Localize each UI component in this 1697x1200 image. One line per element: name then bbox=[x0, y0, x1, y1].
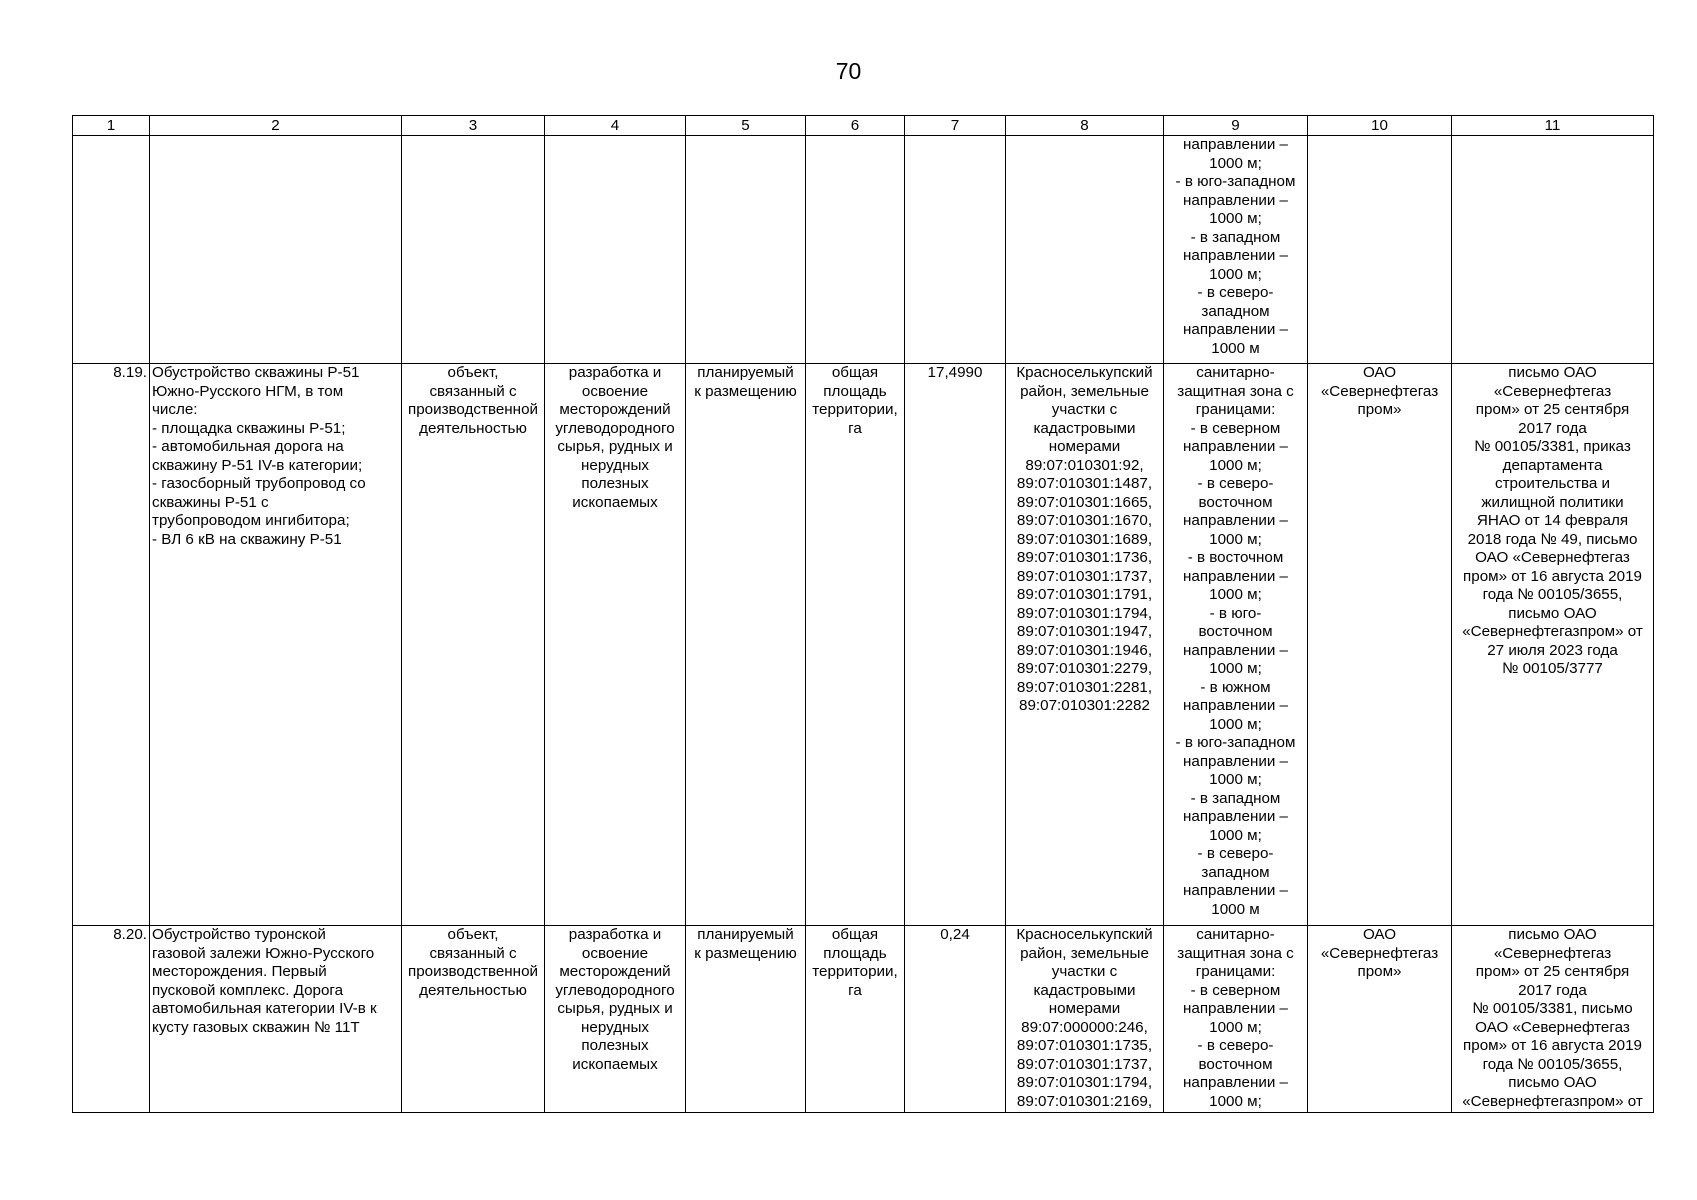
column-number-header: 6 bbox=[806, 116, 905, 136]
location-cell: Красноселькупский район, земельные участки с кадастровыми номерами 89:07:010301:92, 89:07:010301:1487, 89:07:010301:1665, 89:07:010301:1670, 89:07:010301:1689, 89:07:010301:1736, 89:07:010301:1737, 89:07:010301:1791, 89:07:010301:1794, 89:07:010301:1947, 89:07:010301:1946, 89:07:010301:2279, 89:07:010301:2281, 89:07:010301:2282 bbox=[1006, 364, 1164, 926]
row-number-cell: 8.19. bbox=[73, 364, 150, 926]
object-name-cell: Обустройство скважины Р-51 Южно-Русского НГМ, в том числе: - площадка скважины Р-51; - автомобильная дорога на скважину Р-51 IV-в категории; - газосборный трубопровод со скважины Р-51 с трубопроводом ингибитора; - ВЛ 6 кВ на скважину Р-51 bbox=[150, 364, 402, 926]
column-number-header: 11 bbox=[1452, 116, 1654, 136]
column-number-header: 8 bbox=[1006, 116, 1164, 136]
location-cell: Красноселькупский район, земельные участки с кадастровыми номерами 89:07:000000:246, 89:07:010301:1735, 89:07:010301:1737, 89:07:010301:1794, 89:07:010301:2169, bbox=[1006, 926, 1164, 1113]
empty-cell bbox=[806, 136, 905, 364]
empty-cell bbox=[905, 136, 1006, 364]
empty-cell bbox=[1308, 136, 1452, 364]
area-value-cell: 17,4990 bbox=[905, 364, 1006, 926]
area-label-cell: общая площадь территории, га bbox=[806, 926, 905, 1113]
table-row bbox=[73, 926, 1654, 1113]
owner-cell: ОАО «Севернефтегаз пром» bbox=[1308, 364, 1452, 926]
empty-cell bbox=[1452, 136, 1654, 364]
status-cell: планируемый к размещению bbox=[686, 926, 806, 1113]
object-type-cell: объект, связанный с производственной деятельностью bbox=[402, 926, 545, 1113]
object-name-cell: Обустройство туронской газовой залежи Южно-Русского месторождения. Первый пусковой комплекс. Дорога автомобильная категории IV-в к кусту газовых скважин № 11Т bbox=[150, 926, 402, 1113]
page-number: 70 bbox=[835, 58, 862, 84]
column-number-header: 4 bbox=[545, 116, 686, 136]
area-value-cell: 0,24 bbox=[905, 926, 1006, 1113]
column-number-header: 9 bbox=[1164, 116, 1308, 136]
empty-cell bbox=[1006, 136, 1164, 364]
column-number-header: 7 bbox=[905, 116, 1006, 136]
column-number-header: 2 bbox=[150, 116, 402, 136]
column-number-header-row bbox=[73, 116, 1654, 136]
planned-objects-table bbox=[72, 115, 1654, 1113]
column-number-header: 1 bbox=[73, 116, 150, 136]
object-type-cell: объект, связанный с производственной деятельностью bbox=[402, 364, 545, 926]
owner-cell: ОАО «Севернефтегаз пром» bbox=[1308, 926, 1452, 1113]
continued-row bbox=[73, 136, 1654, 364]
empty-cell bbox=[686, 136, 806, 364]
zone-cell: направлении – 1000 м; - в юго-западном направлении – 1000 м; - в западном направлении – 1000 м; - в северо- западном направлении – 1000 м bbox=[1164, 136, 1308, 364]
empty-cell bbox=[402, 136, 545, 364]
basis-cell: письмо ОАО «Севернефтегаз пром» от 25 сентября 2017 года № 00105/3381, письмо ОАО «Севернефтегаз пром» от 16 августа 2019 года № 00105/3655, письмо ОАО «Севернефтегазпром» от bbox=[1452, 926, 1654, 1113]
status-cell: планируемый к размещению bbox=[686, 364, 806, 926]
empty-cell bbox=[150, 136, 402, 364]
table-row bbox=[73, 364, 1654, 926]
area-label-cell: общая площадь территории, га bbox=[806, 364, 905, 926]
zone-cell: санитарно- защитная зона с границами: - в северном направлении – 1000 м; - в северо- восточном направлении – 1000 м; - в восточном направлении – 1000 м; - в юго- восточном направлении – 1000 м; - в южном направлении – 1000 м; - в юго-западном направлении – 1000 м; - в западном направлении – 1000 м; - в северо- западном направлении – 1000 м bbox=[1164, 364, 1308, 926]
column-number-header: 5 bbox=[686, 116, 806, 136]
purpose-cell: разработка и освоение месторождений углеводородного сырья, рудных и нерудных полезных ископаемых bbox=[545, 364, 686, 926]
purpose-cell: разработка и освоение месторождений углеводородного сырья, рудных и нерудных полезных ископаемых bbox=[545, 926, 686, 1113]
zone-cell: санитарно- защитная зона с границами: - в северном направлении – 1000 м; - в северо- восточном направлении – 1000 м; bbox=[1164, 926, 1308, 1113]
row-number-cell: 8.20. bbox=[73, 926, 150, 1113]
column-number-header: 10 bbox=[1308, 116, 1452, 136]
empty-cell bbox=[73, 136, 150, 364]
empty-cell bbox=[545, 136, 686, 364]
basis-cell: письмо ОАО «Севернефтегаз пром» от 25 сентября 2017 года № 00105/3381, приказ департамента строительства и жилищной политики ЯНАО от 14 февраля 2018 года № 49, письмо ОАО «Севернефтегаз пром» от 16 августа 2019 года № 00105/3655, письмо ОАО «Севернефтегазпром» от 27 июля 2023 года № 00105/3777 bbox=[1452, 364, 1654, 926]
column-number-header: 3 bbox=[402, 116, 545, 136]
